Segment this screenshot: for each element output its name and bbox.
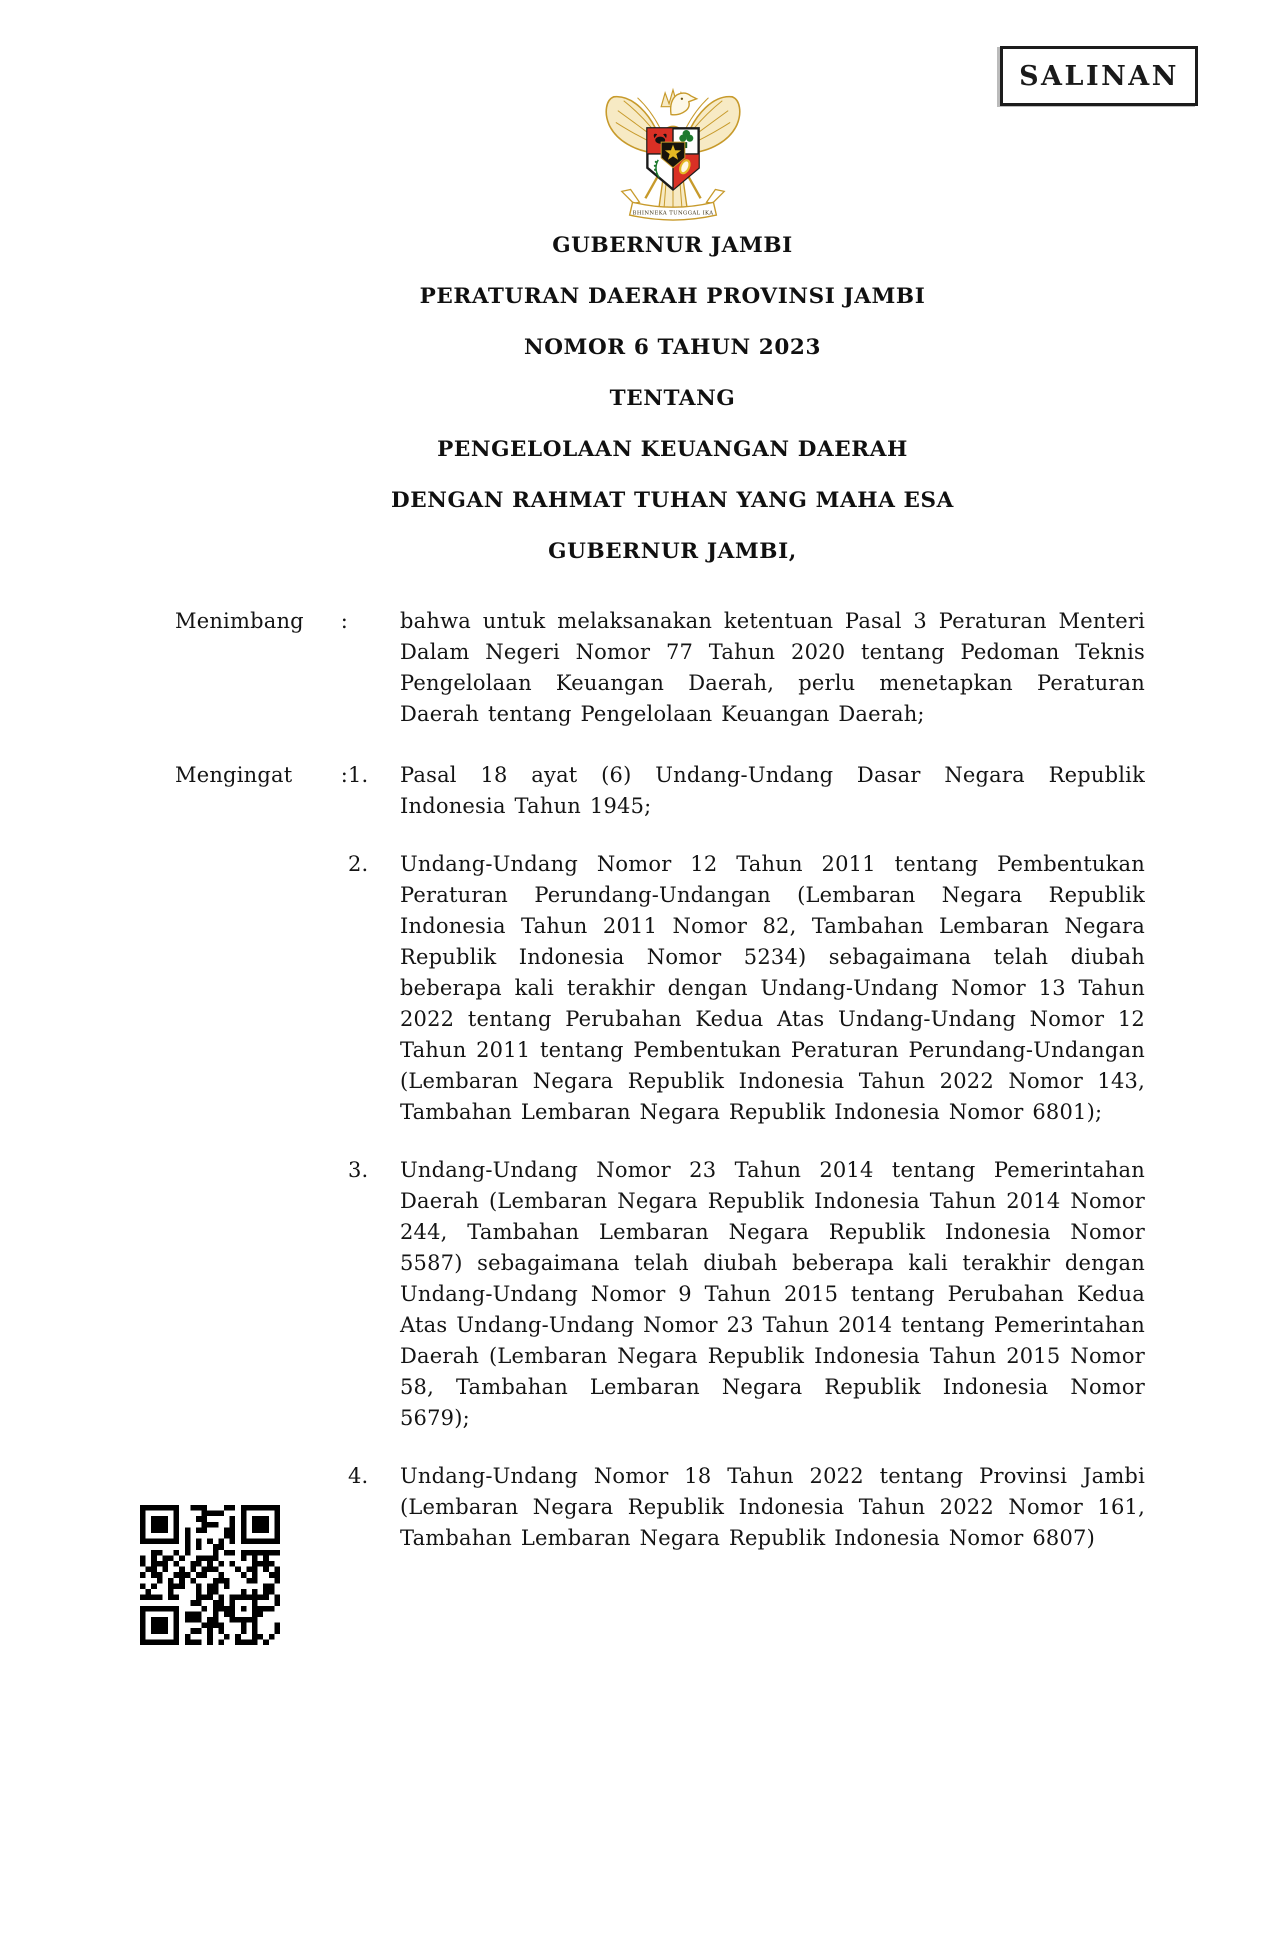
- menimbang-text: bahwa untuk melaksanakan ketentuan Pasal 3 Peraturan Menteri Dalam Negeri Nomor 77 Tahun 2020 tentang Pedoman Teknis Pengelolaan Keuangan Daerah, perlu menetapkan Peraturan Daerah tentang Pengelolaan Keuangan Daerah;: [400, 609, 1145, 726]
- issuer-title: GUBERNUR JAMBI: [552, 233, 793, 258]
- list-item-number: 4.: [348, 1464, 369, 1488]
- title-block: [175, 233, 1170, 564]
- mengingat-section-item-4: [175, 1461, 1170, 1554]
- mengingat-label: Mengingat: [175, 763, 293, 787]
- menimbang-colon: :: [340, 609, 348, 633]
- enacting-authority: GUBERNUR JAMBI,: [548, 539, 797, 564]
- mengingat-section-item-1: [175, 760, 1170, 822]
- regulation-title: PERATURAN DAERAH PROVINSI JAMBI: [419, 284, 926, 309]
- list-item-number: 2.: [348, 852, 369, 876]
- menimbang-number-spacer: [348, 606, 400, 730]
- mengingat-label-cell: [175, 760, 348, 822]
- label-spacer: [175, 1155, 348, 1434]
- salinan-stamp-label: SALINAN: [1019, 60, 1179, 92]
- label-spacer: [175, 849, 348, 1128]
- menimbang-label: Menimbang: [175, 609, 304, 633]
- menimbang-label-cell: [175, 606, 348, 730]
- list-item-text: Undang-Undang Nomor 12 Tahun 2011 tentang Pembentukan Peraturan Perundang-Undangan (Lembaran Negara Republik Indonesia Tahun 2011 Nomor 82, Tambahan Lembaran Negara Republik Indonesia Nomor 5234) sebagaimana telah diubah beberapa kali terakhir dengan Undang-Undang Nomor 13 Tahun 2022 tentang Perubahan Kedua Atas Undang-Undang Nomor 12 Tahun 2011 tentang Pembentukan Peraturan Perundang-Undangan (Lembaran Negara Republik Indonesia Tahun 2022 Nomor 143, Tambahan Lembaran Negara Republik Indonesia Nomor 6801);: [400, 852, 1145, 1124]
- garuda-pancasila-icon: [604, 83, 742, 221]
- document-content: [175, 0, 1170, 1554]
- regulation-number: NOMOR 6 TAHUN 2023: [523, 335, 822, 360]
- mengingat-colon: :: [340, 763, 348, 787]
- list-item-text: Undang-Undang Nomor 23 Tahun 2014 tentang Pemerintahan Daerah (Lembaran Negara Republik Indonesia Tahun 2014 Nomor 244, Tambahan Lembaran Negara Republik Indonesia Nomor 5587) sebagaimana telah diubah beberapa kali terakhir dengan Undang-Undang Nomor 9 Tahun 2015 tentang Perubahan Kedua Atas Undang-Undang Nomor 23 Tahun 2014 tentang Pemerintahan Daerah (Lembaran Negara Republik Indonesia Tahun 2015 Nomor 58, Tambahan Lembaran Negara Republik Indonesia Nomor 5679);: [400, 1158, 1145, 1430]
- list-item-number: 1.: [348, 763, 369, 787]
- regulation-subject: PENGELOLAAN KEUANGAN DAERAH: [437, 437, 908, 462]
- list-item-number: 3.: [348, 1158, 369, 1182]
- qr-code: [140, 1505, 280, 1645]
- emblem-motto: BHINNEKA TUNGGAL IKA: [632, 210, 713, 217]
- list-item-text: Undang-Undang Nomor 18 Tahun 2022 tentang Provinsi Jambi (Lembaran Negara Republik Indonesia Tahun 2022 Nomor 161, Tambahan Lembaran Negara Republik Indonesia Nomor 6807): [400, 1464, 1145, 1550]
- tentang-label: TENTANG: [609, 386, 736, 411]
- menimbang-section: [175, 606, 1170, 730]
- mengingat-section-item-3: [175, 1155, 1170, 1434]
- invocation-line: DENGAN RAHMAT TUHAN YANG MAHA ESA: [391, 488, 954, 513]
- mengingat-section-item-2: [175, 849, 1170, 1128]
- list-item-text: Pasal 18 ayat (6) Undang-Undang Dasar Negara Republik Indonesia Tahun 1945;: [400, 763, 1145, 818]
